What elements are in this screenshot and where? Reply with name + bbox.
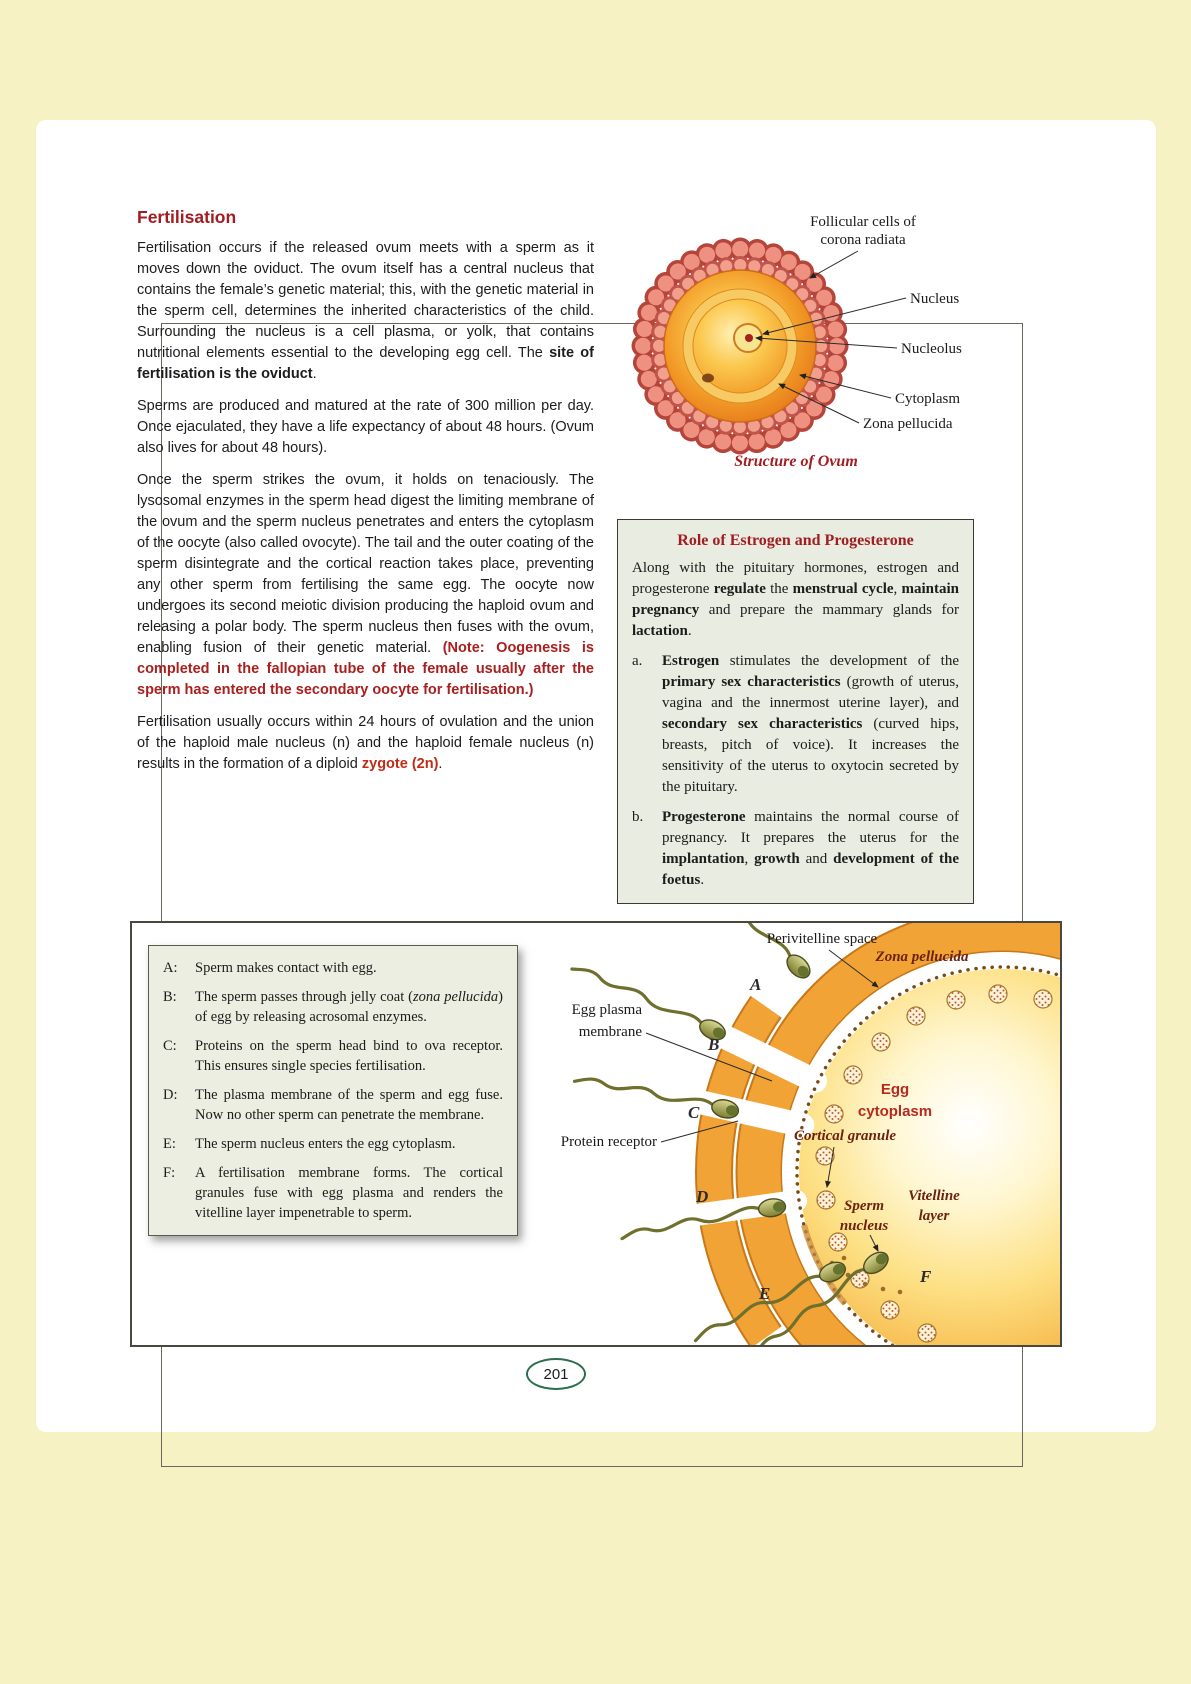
- hormone-item-estrogen: [632, 651, 959, 798]
- page-number: 201: [543, 1365, 569, 1383]
- follicular-cells-label-2: corona radiata: [820, 232, 906, 248]
- seg: menstrual cycle: [792, 581, 894, 597]
- seg: the: [765, 581, 793, 597]
- item-text: [662, 651, 959, 798]
- seg: ,: [893, 581, 902, 597]
- item-text: [662, 807, 959, 891]
- article-paragraph-3: [137, 470, 594, 701]
- step-a: [163, 958, 503, 978]
- fertilisation-figure-box: [130, 921, 1062, 1347]
- egg-cytoplasm-label-1: Egg: [880, 1081, 910, 1098]
- step-text: Sperm makes contact with egg.: [195, 960, 377, 976]
- seg: .: [687, 623, 692, 639]
- hormone-box-title: Role of Estrogen and Progesterone: [677, 532, 914, 549]
- seg: site of fertilisation is the oviduct: [137, 345, 594, 382]
- seg: development of the foetus: [662, 851, 959, 888]
- cortical-granule: [817, 1191, 835, 1209]
- step-label: F:: [163, 1165, 176, 1181]
- follicular-cells-label: Follicular cells of: [810, 214, 916, 230]
- step-text: The sperm nucleus enters the egg cytoplasm.: [195, 1136, 456, 1152]
- article-column: [137, 207, 594, 786]
- step-d: [163, 1085, 503, 1125]
- cortical-granule: [844, 1066, 862, 1084]
- cortical-granule: [881, 1301, 899, 1319]
- step-label: C:: [163, 1038, 177, 1054]
- seg: growth: [754, 851, 800, 867]
- cortical-granule-label: Cortical granule: [793, 1128, 897, 1144]
- seg: secondary sex characteristics: [662, 716, 863, 732]
- seg: .: [312, 366, 317, 382]
- step-b: [163, 987, 503, 1027]
- fertilisation-steps-box: [148, 945, 518, 1236]
- item-label: a.: [632, 653, 643, 669]
- cortical-granule: [907, 1007, 925, 1025]
- letter-f: F: [920, 1267, 932, 1286]
- speckle: [898, 1290, 903, 1295]
- cortical-granule: [1034, 990, 1052, 1008]
- step-label: A:: [163, 960, 178, 976]
- step-label: B:: [163, 989, 177, 1005]
- seg: (Note: Oogenesis is completed in the fallopian tube of the female usually after the sperm has entered the secondary oocyte for fertilisation.): [137, 640, 594, 698]
- seg: Sperms are produced and matured at the rate of 300 million per day. Once ejaculated, they have a life expectancy of about 48 hours. (Ovum also lives for about 48 hours).: [137, 398, 594, 456]
- zona-pellucida-label: Zona pellucida: [875, 949, 969, 965]
- seg: lactation: [632, 623, 688, 639]
- cortical-granule: [989, 985, 1007, 1003]
- hormone-item-progesterone: [632, 807, 959, 891]
- cortical-granule: [825, 1105, 843, 1123]
- egg-cytoplasm-label-2: cytoplasm: [857, 1103, 933, 1120]
- nucleolus-label: Nucleolus: [901, 341, 962, 357]
- seg: stimulates the development of the: [719, 653, 959, 669]
- nucleolus-shape: [745, 334, 753, 342]
- seg: Fertilisation usually occurs within 24 hours of ovulation and the union of the haploid male nucleus (n) and the haploid female nucleus (n) results in the formation of a diploid: [137, 714, 594, 772]
- article-title: Fertilisation: [137, 207, 237, 227]
- step-f: [163, 1163, 503, 1223]
- seg: and: [799, 851, 834, 867]
- ovum-figure: [610, 206, 987, 506]
- cell-spot: [702, 374, 714, 383]
- egg-plasma-membrane-label-2: membrane: [578, 1024, 642, 1040]
- seg: zygote (2n): [361, 756, 439, 772]
- vitelline-layer-label-1: Vitelline: [908, 1188, 960, 1204]
- letter-c: C: [688, 1103, 700, 1122]
- step-e: [163, 1134, 503, 1154]
- sperm-nucleus-label-2: nucleus: [839, 1218, 889, 1234]
- letter-d: D: [696, 1187, 709, 1206]
- speckle: [842, 1256, 847, 1261]
- seg: Estrogen: [662, 653, 720, 669]
- figure-caption: Structure of Ovum: [734, 453, 858, 470]
- vitelline-layer-label-2: layer: [918, 1208, 950, 1224]
- seg: ,: [744, 851, 755, 867]
- letter-b: B: [708, 1035, 720, 1054]
- step-c: [163, 1036, 503, 1076]
- article-paragraph-2: [137, 396, 594, 459]
- seg: (curved hips, breasts, pitch of voice). It increases the sensitivity of the uterus to oxytocin secreted by the pituitary.: [662, 716, 959, 795]
- protein-receptor-label: Protein receptor: [560, 1134, 657, 1150]
- hormone-box-intro: [632, 558, 959, 642]
- cytoplasm-label: Cytoplasm: [895, 391, 961, 407]
- page-number-badge: [526, 1358, 586, 1390]
- letter-e: E: [759, 1284, 771, 1303]
- seg: maintains the normal course of pregnancy. It prepares the uterus for the: [662, 809, 959, 846]
- speckle: [881, 1287, 886, 1292]
- seg: primary sex characteristics: [662, 674, 841, 690]
- zona-pellucida-label: Zona pellucida: [863, 416, 953, 432]
- step-text: A fertilisation membrane forms. The cortical granules fuse with egg plasma and renders the vitelline layer impenetrable to sperm.: [195, 1165, 503, 1221]
- seg: maintain pregnancy: [632, 581, 960, 618]
- seg: .: [438, 756, 443, 772]
- seg: .: [700, 872, 705, 888]
- sperm-nucleus-label-1: Sperm: [843, 1198, 885, 1214]
- hormone-role-box: [617, 519, 974, 904]
- cortical-granule: [947, 991, 965, 1009]
- nucleus-label: Nucleus: [910, 291, 960, 307]
- article-paragraph-4: [137, 712, 594, 775]
- step-label: E:: [163, 1136, 176, 1152]
- cortical-granule: [918, 1324, 936, 1342]
- article-paragraph-1: [137, 238, 594, 385]
- seg: and prepare the mammary glands for: [699, 602, 959, 618]
- letter-a: A: [750, 975, 762, 994]
- seg: (growth of uterus, vagina and the innermost uterine layer), and: [662, 674, 959, 711]
- step-label: D:: [163, 1087, 178, 1103]
- ovum-cell: [643, 249, 837, 443]
- seg: Progesterone: [662, 809, 746, 825]
- item-label: b.: [632, 809, 644, 825]
- egg-plasma-membrane-label-1: Egg plasma: [571, 1002, 642, 1018]
- seg: The sperm passes through jelly coat (: [195, 989, 413, 1005]
- step-text: The plasma membrane of the sperm and egg fuse. Now no other sperm can penetrate the membrane.: [195, 1087, 503, 1123]
- speckle: [863, 1282, 868, 1287]
- seg: Along with the pituitary hormones, estrogen and progesterone: [632, 560, 959, 597]
- step-text: [195, 987, 503, 1027]
- follicular-leader-line: [810, 251, 858, 278]
- ovum-structure-diagram: [610, 206, 987, 506]
- seg: Fertilisation occurs if the released ovum meets with a sperm as it moves down the oviduct. The ovum itself has a central nucleus that contains the female’s genetic material; this, with the genetic material in the sperm cell, determines the inherited characteristics of the child. Surrounding the nucleus is a cell plasma, or yolk, that contains nutritional elements essential to the developing egg cell. The: [137, 240, 594, 361]
- step-text: Proteins on the sperm head bind to ova receptor. This ensures single species fertilisation.: [195, 1038, 503, 1074]
- seg: implantation: [662, 851, 745, 867]
- seg: Once the sperm strikes the ovum, it holds on tenaciously. The lysosomal enzymes in the sperm head digest the limiting membrane of the ovum and the sperm nucleus penetrates and enters the cytoplasm of the oocyte (also called ovocyte). The tail and the outer coating of the sperm disintegrate and the cortical reaction takes place, preventing any other sperm from fertilising the same egg. The oocyte now undergoes its second meiotic division producing the haploid ovum and releasing a polar body. The sperm nucleus then fuses with the ovum, enabling fusion of their genetic material.: [137, 472, 594, 656]
- perivitelline-space-label: Perivitelline space: [766, 931, 878, 947]
- cortical-granule: [829, 1233, 847, 1251]
- seg: ) of egg by releasing acrosomal enzymes.: [195, 989, 503, 1025]
- seg: regulate: [713, 581, 766, 597]
- seg: zona pellucida: [412, 989, 499, 1005]
- cortical-granule: [872, 1033, 890, 1051]
